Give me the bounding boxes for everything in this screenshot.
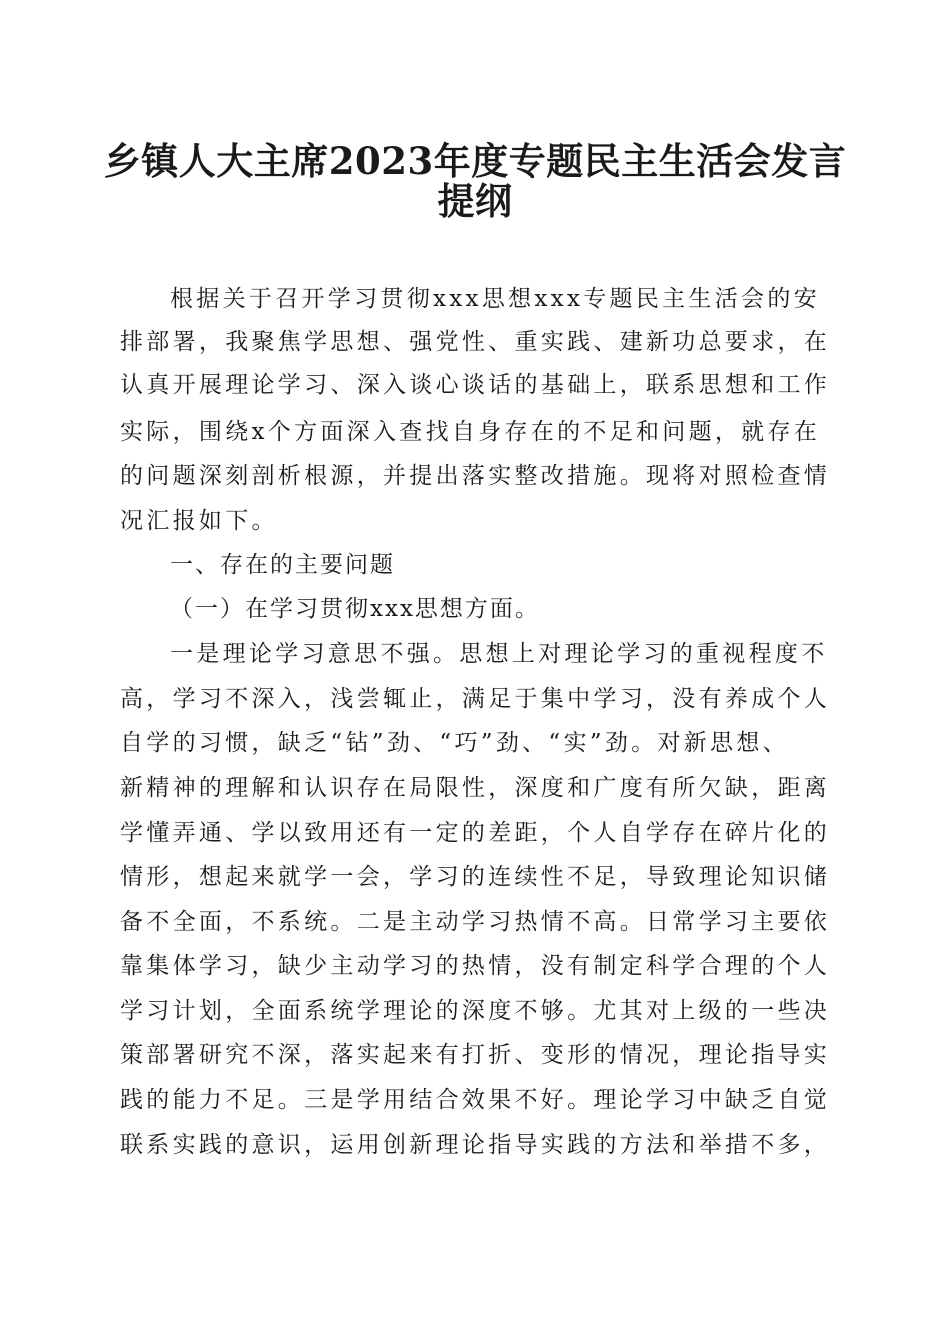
body-line: 高，学习不深入，浅尝辄止，满足于集中学习，没有养成个人 — [120, 686, 831, 712]
section-heading: 一、存在的主要问题 — [170, 552, 395, 578]
body-line: 联系实践的意识，运用创新理论指导实践的方法和举措不多， — [120, 1132, 831, 1158]
intro-line: 况汇报如下。 — [120, 508, 278, 534]
intro-line: 根据关于召开学习贯彻xxx思想xxx专题民主生活会的安 — [170, 286, 820, 312]
body-line: 策部署研究不深，落实起来有打折、变形的情况，理论指导实 — [120, 1042, 831, 1068]
body-line: 新精神的理解和认识存在局限性，深度和广度有所欠缺，距离 — [120, 775, 831, 801]
body-line: 情形，想起来就学一会，学习的连续性不足，导致理论知识储 — [120, 864, 831, 890]
body-line: 靠集体学习，缺少主动学习的热情，没有制定科学合理的个人 — [120, 953, 831, 979]
body-line: 一是理论学习意思不强。思想上对理论学习的重视程度不 — [170, 641, 828, 667]
intro-line: 认真开展理论学习、深入谈心谈话的基础上，联系思想和工作 — [120, 372, 831, 398]
intro-line: 的问题深刻剖析根源，并提出落实整改措施。现将对照检查情 — [120, 463, 831, 489]
document-title: 乡镇人大主席2023年度专题民主生活会发言 — [103, 139, 847, 183]
body-line: 践的能力不足。三是学用结合效果不好。理论学习中缺乏自觉 — [120, 1087, 831, 1113]
intro-line: 实际，围绕x个方面深入查找自身存在的不足和问题，就存在 — [120, 419, 821, 445]
body-line: 学懂弄通、学以致用还有一定的差距，个人自学存在碎片化的 — [120, 820, 831, 846]
body-line: 学习计划，全面系统学理论的深度不够。尤其对上级的一些决 — [120, 998, 831, 1024]
body-line: 备不全面，不系统。二是主动学习热情不高。日常学习主要依 — [120, 909, 831, 935]
subsection-heading: （一）在学习贯彻xxx思想方面。 — [170, 596, 540, 622]
body-line: 自学的习惯，缺乏“钻”劲、“巧”劲、“实”劲。对新思想、 — [120, 730, 789, 756]
document-title-continued: 提纲 — [437, 179, 513, 223]
intro-line: 排部署，我聚焦学思想、强党性、重实践、建新功总要求，在 — [120, 329, 831, 355]
